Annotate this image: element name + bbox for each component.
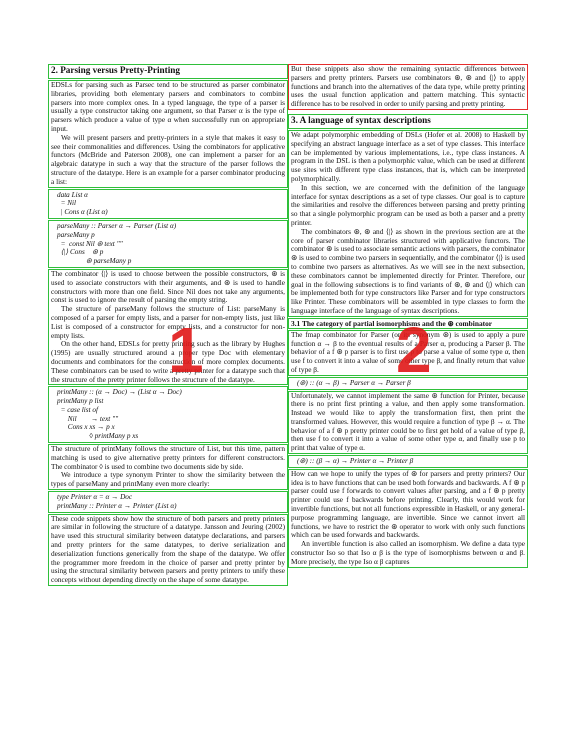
- region-marker-2: 2: [396, 314, 432, 386]
- code-block-printer-type: type Printer α = α → Doc printMany :: Printer α → Printer (List α): [48, 491, 288, 513]
- code-block-fmap-printer: (⊛) :: (β → α) → Printer α → Printer β: [288, 455, 528, 468]
- paragraph: We adapt polymorphic embedding of DSLs (Hofer et al. 2008) to Haskell by specifying an abstract language interface as a set of type classes. This interface can be implemented by various implementations, i.e., type class instances. A program in the DSL is then a polymorphic value, which can be used at different use sites with different type class instances, that is, which can be interpreted polymorphically. In this section, we are concerned with the definition of the language interface for syntax descriptions as a set of type classes. Our goal is to capture the similarities and resolve the differences between parsing and pretty printing so that a single polymorphic program can be used as both a parser and a pretty printer. The combinators ⊛, ⊛ and ⟨|⟩ as shown in the previous section are at the core of parser combinator libraries structured with applicative functors. The combinator ⊛ is used to associate semantic actions with parsers, the combinator ⊛ is used to combine two parsers in sequentially, and the combinator ⟨|⟩ is used to combine two parsers as alternatives. As we will see in the next subsection, these combinators cannot be implemented directly for Printer. Therefore, our goal in the following subsections is to find variants of ⊛, ⊛ and ⟨|⟩ which can be implemented both for type constructors like Parser and for type constructors like Printer. These combinators will be assembled in type classes to form the language interface of the language of syntax descriptions.: [288, 130, 528, 317]
- paragraph-continued: But these snippets also show the remaining syntactic differences between parsers and pretty printers. Parsers use combinators ⊛, ⊛ and ⟨|⟩ to apply functions and branch into the alternatives of the data type, while pretty printing uses the usual function application and pattern matching. This syntactic difference has to be resolved in order to unify parsing and pretty printing.: [288, 64, 528, 110]
- paragraph: The combinator ⟨|⟩ is used to choose between the possible constructors, ⊛ is used to associate constructors with their arguments, and ⊛ is used to handle constructors with more than one field. Since Nil does not take any arguments, const is used to ignore the result of parsing the empty string. The structure of parseMany follows the structure of List: parseMany is composed of a parser for empty lists, and a parser for non-empty lists, just like List is composed of a constructor for empty lists, and a constructor for non-empty lists. On the other hand, EDSLs for pretty printing such as the library by Hughes (1995) are usually structured around a proper type Doc with elementary documents and combinators for the construction of more complex documents. These combinators can be used to write a pretty printer for a datatype such that the structure of the pretty printer follows the structure of the datatype.: [48, 269, 288, 385]
- code-block-fmap-parser: (⊛) :: (α → β) → Parser α → Parser β: [288, 377, 528, 390]
- paragraph: These code snippets show how the structure of both parsers and pretty printers are similar in following the structure of a datatype. Jansson and Jeuring (2002) have used this structural similarity between datatype declarations, and parsers and pretty printers for the same datatypes, to derive serialization and deserialization functions generically from the shape of the datatype. We offer the programmer more freedom in the choice of parser and pretty printer by using the structural similarity between parsers and pretty printers to unify these concepts without depending directly on the shape of some datatype.: [48, 514, 288, 586]
- paragraph: The structure of printMany follows the structure of List, but this time, pattern matching is used to give alternative pretty printers for different constructors. The combinator ◊ is used to combine two documents side by side. We introduce a type synonym Printer to show the similarity between the types of parseMany and printMany even more clearly:: [48, 444, 288, 490]
- region-marker-1: 1: [168, 314, 204, 386]
- paragraph: The fmap combinator for Parser (or its synonym ⊛) is used to apply a pure function α → β to the eventual results of a Parser α, producing a Parser β. The behavior of a f ⊛ p parser is to first use p to parse a value of some type α, then use f to convert it into a value of some other type β, and finally return that value of type β.: [288, 330, 528, 376]
- code-block-printmany: printMany :: (α → Doc) → (List α → Doc) printMany p list = case list of Nil → text "" Cons x xs → p x ◊ printMany p xs: [48, 386, 288, 443]
- paragraph: Unfortunately, we cannot implement the same ⊛ function for Printer, because there is no print first printing a value, and then apply some transformation. Instead we would like to apply the transformation first, then print the transformed values. However, this would require a function of type β → α. The behavior of a f ⊛ p pretty printer could be to first get hold of a value of type β, then use f to convert it into a value of some other type α, and finally use p to print that value of type α.: [288, 391, 528, 455]
- code-block-parsemany: parseMany :: Parser α → Parser (List α) parseMany p = const Nil ⊛ text "" ⟨|⟩ Cons ⊛ p ⊛ parseMany p: [48, 220, 288, 268]
- paragraph: EDSLs for parsing such as Parsec tend to be structured as parser combinator libraries, providing both elementary parsers and combinators to combine parsers into more complex ones. In a typed language, the type of a parser is usually a type constructor taking one argument, so that Parser α is the type of parsers which produce a value of type α when successfully run on appropriate input. We will present parsers and pretty-printers in a style that makes it easy to see their commonalities and differences. Using the combinators for applicative functors (McBride and Paterson 2008), one can implement a parser for an algebraic datatype in such a way that the structure of the parser follows the structure of the datatype. Here is an example for a parser combinator producing a list:: [48, 80, 288, 188]
- section-heading-3: [288, 114, 528, 129]
- section-title: 3. A language of syntax descriptions: [291, 114, 431, 125]
- paragraph: How can we hope to unify the types of ⊛ for parsers and pretty printers? Our idea is to have functions that can be used both forwards and backwards. A f ⊛ p parser could use f forwards to convert values after parsing, and a f ⊛ p pretty printer could use f backwards before printing. Clearly, this would work for invertible functions, but not all functions expressible in Haskell, or any general-purpose programming language, are invertible. Since we cannot invert all functions, we have to restrict the ⊛ operator to work with only such functions which can be used forwards and backwards. An invertible function is also called an isomorphism. We define a data type constructor Iso so that Iso α β is the type of isomorphisms between α and β. More precisely, the type Iso α β captures: [288, 469, 528, 568]
- subsection-heading-3-1: 3.1 The category of partial isomorphisms and the ⊛ combinator: [288, 318, 528, 329]
- section-heading-2: [48, 64, 288, 79]
- section-title: 2. Parsing versus Pretty-Printing: [51, 65, 180, 75]
- code-block-list-datatype: data List α = Nil | Cons α (List α): [48, 189, 288, 219]
